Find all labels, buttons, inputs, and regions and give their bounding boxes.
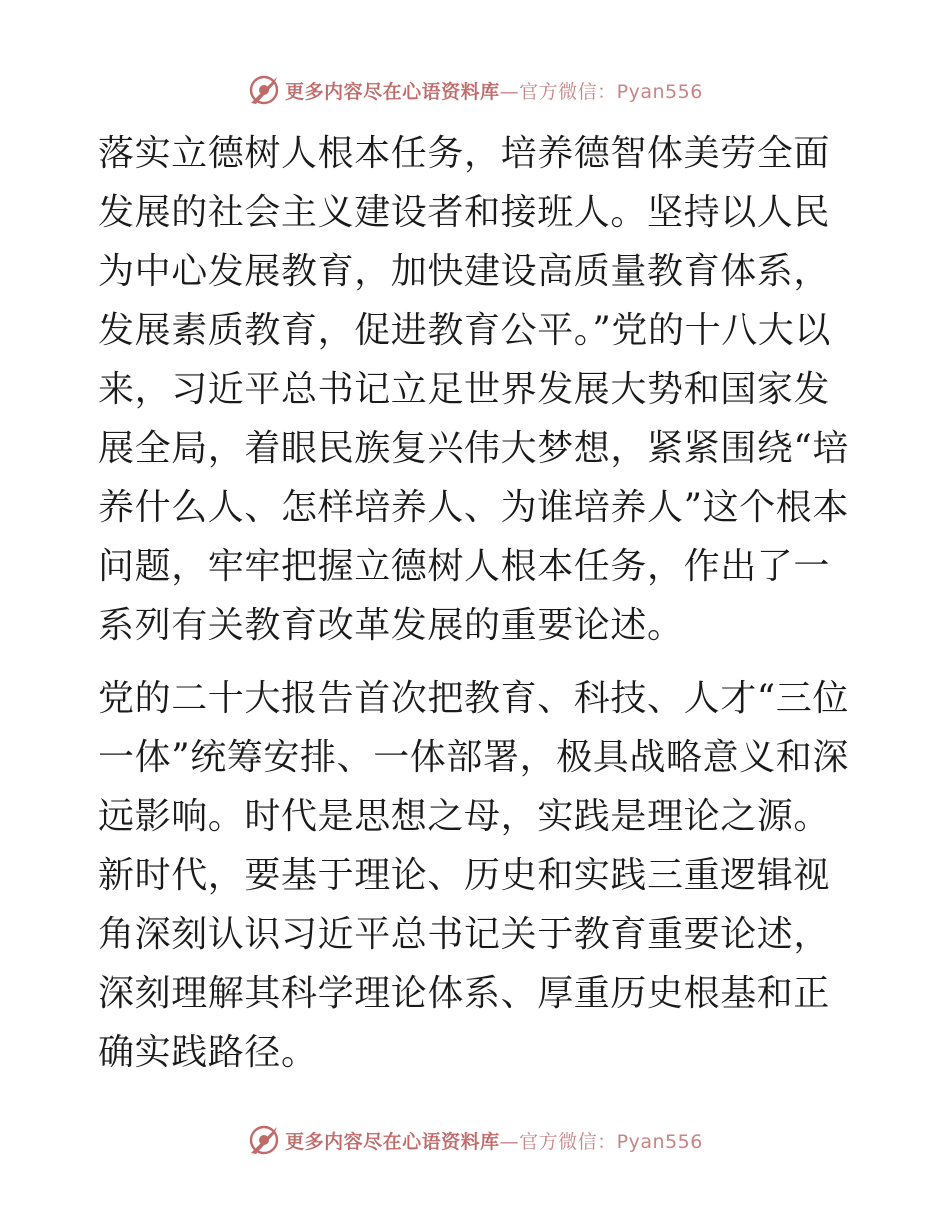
- watermark-brand: 更多内容尽在心语资料库: [285, 80, 500, 103]
- watermark-brand: 更多内容尽在心语资料库: [285, 1130, 500, 1153]
- watermark-wechat: 官方微信：Pyan556: [519, 1130, 703, 1153]
- footer-watermark: [0, 1120, 950, 1160]
- paragraph: 落实立德树人根本任务，培养德智体美劳全面发展的社会主义建设者和接班人。坚持以人民为中心发展教育，加快建设高质量教育体系，发展素质教育，促进教育公平。”党的十八大以来，习近平总书记立足世界发展大势和国家发展全局，着眼民族复兴伟大梦想，紧紧围绕“培养什么人、怎样培养人、为谁培养人”这个根本问题，牢牢把握立德树人根本任务，作出了一系列有关教育改革发展的重要论述。: [98, 133, 850, 646]
- watermark-dash: —: [499, 1130, 520, 1153]
- watermark-dash: —: [499, 80, 520, 103]
- watermark-text: [285, 77, 703, 104]
- watermark-wechat: 官方微信：Pyan556: [519, 80, 703, 103]
- quill-seal-icon: [247, 73, 281, 107]
- header-watermark: [0, 70, 950, 110]
- document-body: [98, 124, 858, 1082]
- quill-seal-icon: [247, 1123, 281, 1157]
- watermark-text: [285, 1127, 703, 1154]
- paragraph: 党的二十大报告首次把教育、科技、人才“三位一体”统筹安排、一体部署，极具战略意义和深远影响。时代是思想之母，实践是理论之源。新时代，要基于理论、历史和实践三重逻辑视角深刻认识习近平总书记关于教育重要论述，深刻理解其科学理论体系、厚重历史根基和正确实践路径。: [98, 678, 850, 1073]
